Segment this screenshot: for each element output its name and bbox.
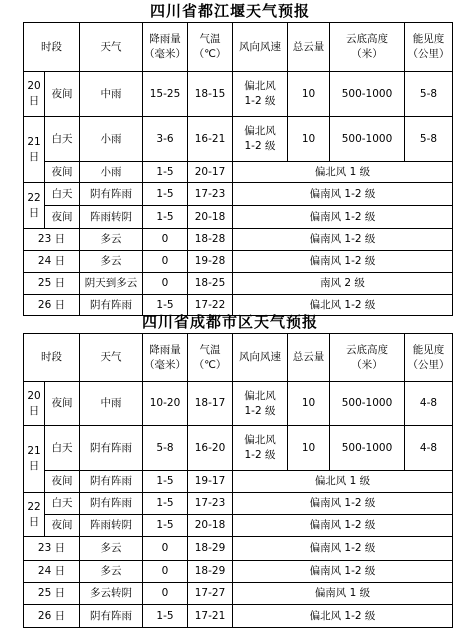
rain-cell: 0 <box>143 537 188 561</box>
rain-cell: 1-5 <box>143 471 188 493</box>
wind-cell: 偏北风 1-2 级 <box>233 605 453 628</box>
header-period: 时段 <box>24 23 80 72</box>
wind-cell: 偏北风 1-2 级 <box>233 426 288 471</box>
forecast-title-chengdu: 四川省成都市区天气预报 <box>141 313 318 331</box>
period-cell: 夜间 <box>45 72 80 117</box>
temp-cell: 18-15 <box>188 72 233 117</box>
table-row <box>24 583 453 605</box>
date-cell: 22日 <box>24 493 45 537</box>
date-cell: 26 日 <box>24 295 80 316</box>
table-row <box>24 471 453 493</box>
forecast-table-dujiangyan <box>23 22 453 316</box>
header-cloud: 总云量 <box>288 334 330 382</box>
ceiling-cell: 500-1000 <box>330 117 405 162</box>
wind-cell: 偏南风 1-2 级 <box>233 183 453 206</box>
temp-cell: 18-29 <box>188 561 233 583</box>
weather-cell: 阴有阵雨 <box>80 183 143 206</box>
wind-cell: 偏南风 1 级 <box>233 583 453 605</box>
table-row <box>24 493 453 515</box>
temp-cell: 19-17 <box>188 471 233 493</box>
weather-cell: 多云 <box>80 561 143 583</box>
visibility-cell: 4-8 <box>405 382 453 426</box>
cloud-cell: 10 <box>288 426 330 471</box>
period-cell: 白天 <box>45 183 80 206</box>
header-row <box>24 334 453 382</box>
date-cell: 24 日 <box>24 561 80 583</box>
rain-cell: 1-5 <box>143 206 188 229</box>
cloud-cell: 10 <box>288 72 330 117</box>
table-row <box>24 117 453 162</box>
header-weather: 天气 <box>80 334 143 382</box>
temp-cell: 17-27 <box>188 583 233 605</box>
temp-cell: 18-17 <box>188 382 233 426</box>
temp-cell: 16-21 <box>188 117 233 162</box>
weather-cell: 阴有阵雨 <box>80 605 143 628</box>
period-cell: 夜间 <box>45 206 80 229</box>
date-cell: 20日 <box>24 382 45 426</box>
rain-cell: 1-5 <box>143 515 188 537</box>
wind-cell: 偏北风 1-2 级 <box>233 382 288 426</box>
table-row <box>24 229 453 251</box>
date-cell: 24 日 <box>24 251 80 273</box>
date-cell: 21日 <box>24 117 45 183</box>
date-cell: 21日 <box>24 426 45 493</box>
temp-cell: 20-18 <box>188 515 233 537</box>
table-row <box>24 206 453 229</box>
weather-cell: 多云 <box>80 537 143 561</box>
wind-cell: 偏南风 1-2 级 <box>233 251 453 273</box>
cloud-cell: 10 <box>288 117 330 162</box>
weather-cell: 阵雨转阴 <box>80 206 143 229</box>
period-cell: 夜间 <box>45 471 80 493</box>
rain-cell: 1-5 <box>143 162 188 183</box>
header-temp: 气温 （℃） <box>188 23 233 72</box>
table-row <box>24 537 453 561</box>
table-row <box>24 162 453 183</box>
temp-cell: 18-25 <box>188 273 233 295</box>
header-rain: 降雨量 （毫米） <box>143 23 188 72</box>
rain-cell: 10-20 <box>143 382 188 426</box>
period-cell: 夜间 <box>45 382 80 426</box>
visibility-cell: 5-8 <box>405 72 453 117</box>
header-ceiling: 云底高度 （米） <box>330 23 405 72</box>
temp-cell: 17-23 <box>188 493 233 515</box>
wind-cell: 偏北风 1 级 <box>233 471 453 493</box>
table-row <box>24 605 453 628</box>
temp-cell: 17-22 <box>188 295 233 316</box>
ceiling-cell: 500-1000 <box>330 382 405 426</box>
date-cell: 25 日 <box>24 273 80 295</box>
temp-cell: 20-17 <box>188 162 233 183</box>
temp-cell: 18-28 <box>188 229 233 251</box>
temp-cell: 18-29 <box>188 537 233 561</box>
header-weather: 天气 <box>80 23 143 72</box>
wind-cell: 偏南风 1-2 级 <box>233 493 453 515</box>
wind-cell: 偏北风 1-2 级 <box>233 117 288 162</box>
date-cell: 23 日 <box>24 229 80 251</box>
table-row <box>24 561 453 583</box>
table-row <box>24 251 453 273</box>
rain-cell: 0 <box>143 229 188 251</box>
rain-cell: 1-5 <box>143 183 188 206</box>
weather-cell: 阵雨转阴 <box>80 515 143 537</box>
wind-cell: 偏北风 1 级 <box>233 162 453 183</box>
header-rain: 降雨量 （毫米） <box>143 334 188 382</box>
weather-cell: 中雨 <box>80 382 143 426</box>
period-cell: 夜间 <box>45 162 80 183</box>
date-cell: 22日 <box>24 183 45 229</box>
wind-cell: 偏南风 1-2 级 <box>233 206 453 229</box>
date-cell: 23 日 <box>24 537 80 561</box>
weather-cell: 阴有阵雨 <box>80 426 143 471</box>
temp-cell: 19-28 <box>188 251 233 273</box>
wind-cell: 偏南风 1-2 级 <box>233 515 453 537</box>
header-temp: 气温 （℃） <box>188 334 233 382</box>
rain-cell: 1-5 <box>143 605 188 628</box>
weather-cell: 中雨 <box>80 72 143 117</box>
rain-cell: 15-25 <box>143 72 188 117</box>
wind-cell: 偏南风 1-2 级 <box>233 561 453 583</box>
weather-cell: 多云 <box>80 251 143 273</box>
header-cloud: 总云量 <box>288 23 330 72</box>
date-cell: 25 日 <box>24 583 80 605</box>
header-wind: 风向风速 <box>233 334 288 382</box>
weather-cell: 阴有阵雨 <box>80 471 143 493</box>
weather-cell: 小雨 <box>80 117 143 162</box>
table-row <box>24 515 453 537</box>
date-cell: 20日 <box>24 72 45 117</box>
temp-cell: 20-18 <box>188 206 233 229</box>
weather-cell: 多云转阴 <box>80 583 143 605</box>
visibility-cell: 5-8 <box>405 117 453 162</box>
table-row <box>24 72 453 117</box>
rain-cell: 3-6 <box>143 117 188 162</box>
cloud-cell: 10 <box>288 382 330 426</box>
forecast-title-dujiangyan: 四川省都江堰天气预报 <box>149 2 310 20</box>
table-row <box>24 382 453 426</box>
table-row <box>24 183 453 206</box>
date-cell: 26 日 <box>24 605 80 628</box>
temp-cell: 17-21 <box>188 605 233 628</box>
weather-cell: 小雨 <box>80 162 143 183</box>
table-row <box>24 426 453 471</box>
header-visibility: 能见度 （公里） <box>405 23 453 72</box>
rain-cell: 5-8 <box>143 426 188 471</box>
rain-cell: 0 <box>143 561 188 583</box>
ceiling-cell: 500-1000 <box>330 426 405 471</box>
wind-cell: 偏南风 1-2 级 <box>233 537 453 561</box>
table-row <box>24 273 453 295</box>
weather-cell: 阴有阵雨 <box>80 295 143 316</box>
header-visibility: 能见度 （公里） <box>405 334 453 382</box>
wind-cell: 偏南风 1-2 级 <box>233 229 453 251</box>
temp-cell: 16-20 <box>188 426 233 471</box>
period-cell: 白天 <box>45 426 80 471</box>
visibility-cell: 4-8 <box>405 426 453 471</box>
weather-cell: 阴有阵雨 <box>80 493 143 515</box>
rain-cell: 0 <box>143 273 188 295</box>
wind-cell: 偏北风 1-2 级 <box>233 72 288 117</box>
ceiling-cell: 500-1000 <box>330 72 405 117</box>
weather-cell: 阴天到多云 <box>80 273 143 295</box>
rain-cell: 1-5 <box>143 295 188 316</box>
header-row <box>24 23 453 72</box>
header-ceiling: 云底高度 （米） <box>330 334 405 382</box>
header-period: 时段 <box>24 334 80 382</box>
header-wind: 风向风速 <box>233 23 288 72</box>
rain-cell: 0 <box>143 583 188 605</box>
period-cell: 白天 <box>45 493 80 515</box>
weather-cell: 多云 <box>80 229 143 251</box>
rain-cell: 0 <box>143 251 188 273</box>
period-cell: 白天 <box>45 117 80 162</box>
period-cell: 夜间 <box>45 515 80 537</box>
forecast-table-chengdu <box>23 333 453 628</box>
wind-cell: 南风 2 级 <box>233 273 453 295</box>
wind-cell: 偏北风 1-2 级 <box>233 295 453 316</box>
rain-cell: 1-5 <box>143 493 188 515</box>
temp-cell: 17-23 <box>188 183 233 206</box>
